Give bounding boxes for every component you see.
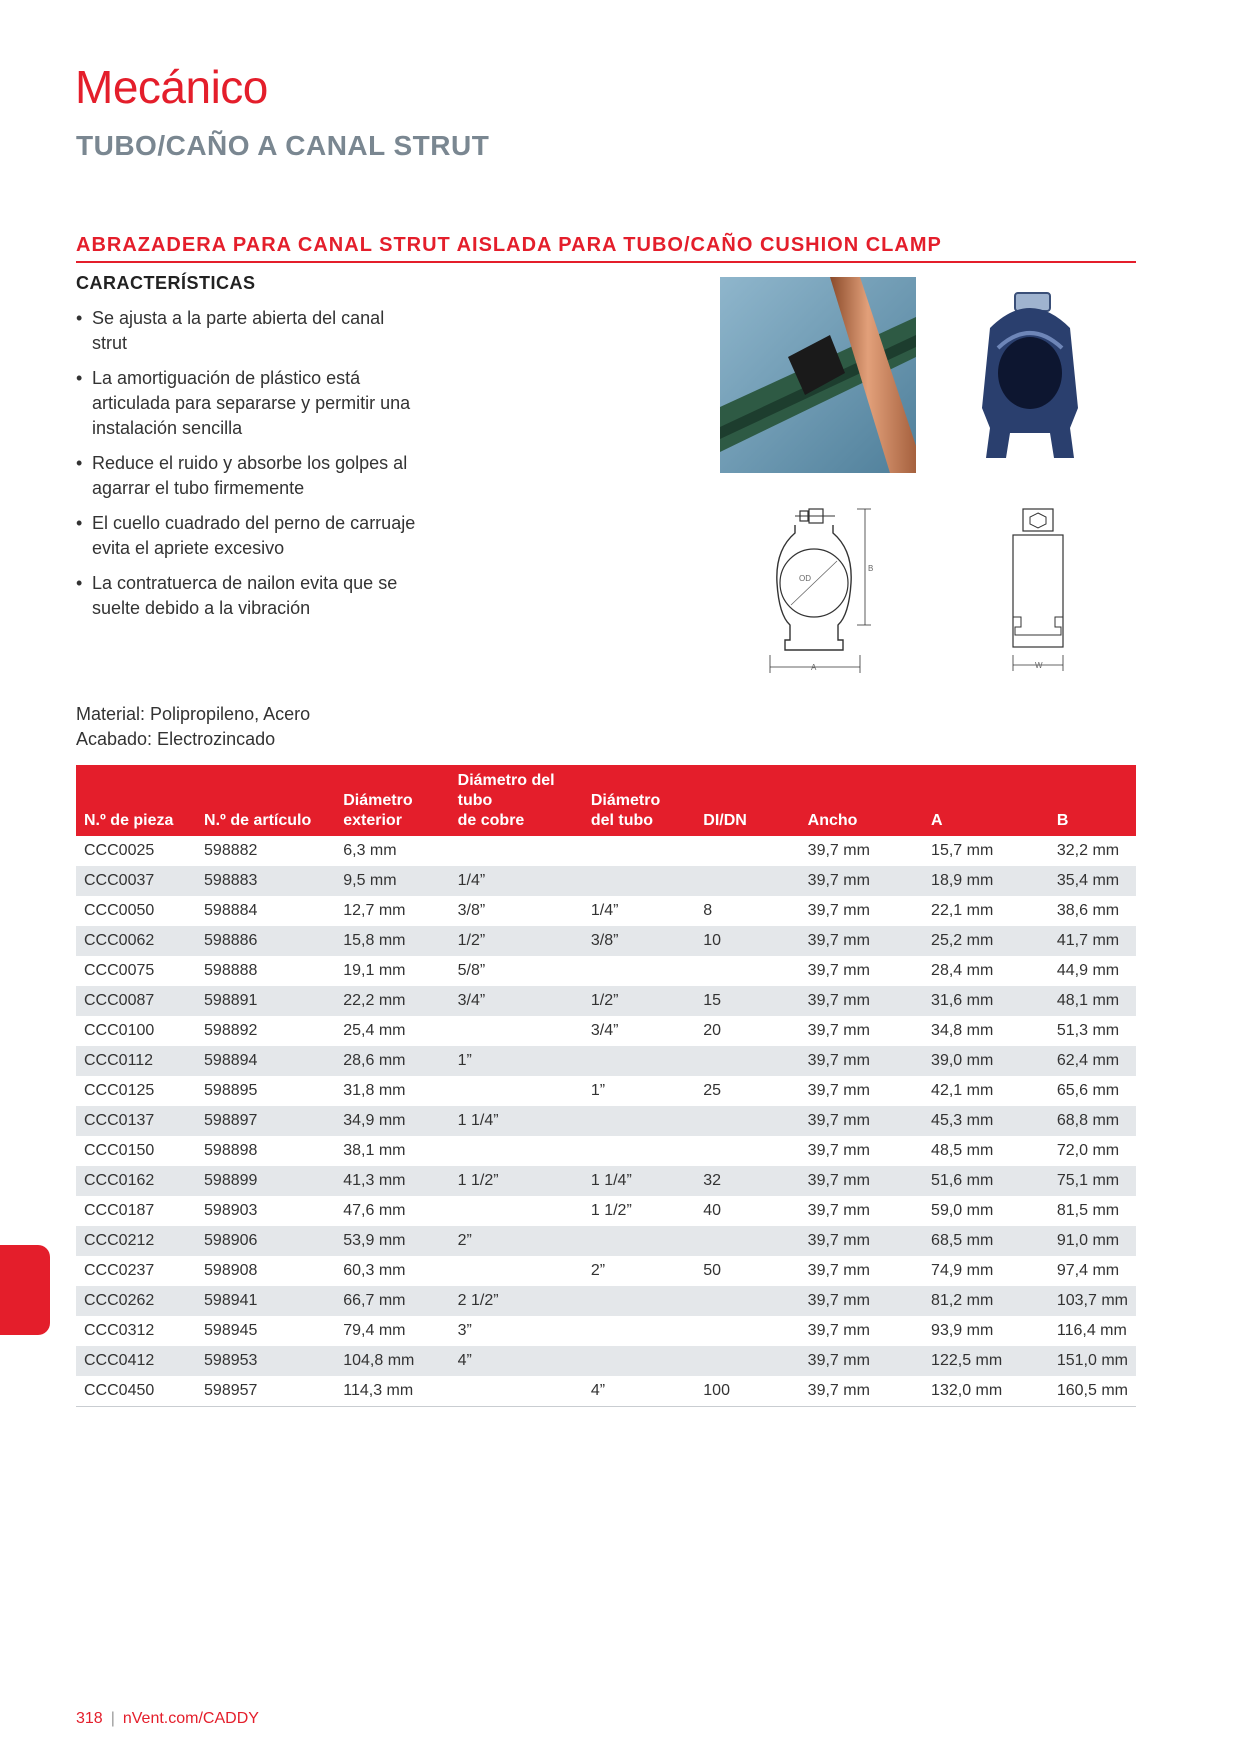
- table-cell: 51,6 mm: [923, 1166, 1049, 1196]
- table-cell: 598888: [204, 962, 258, 979]
- table-row: [76, 1376, 1136, 1407]
- table-cell: 598957: [196, 1376, 335, 1407]
- material-line: Material: Polipropileno, Acero: [76, 704, 311, 724]
- table-cell: CCC0037: [76, 866, 196, 896]
- table-cell: 100: [695, 1376, 799, 1407]
- bullet-icon: •: [76, 453, 83, 473]
- table-cell: 1 1/2”: [450, 1166, 583, 1196]
- feature-item: [76, 366, 416, 441]
- w-label: W: [1035, 661, 1043, 670]
- col-header-pipe-diameter: Diámetro del tubo: [583, 765, 695, 836]
- table-cell: 22,2 mm: [335, 986, 449, 1016]
- table-cell: [450, 836, 583, 866]
- table-cell: 59,0 mm: [931, 1202, 994, 1219]
- col-header-b: B: [1049, 765, 1136, 836]
- table-cell: CCC0075: [84, 962, 155, 979]
- table-cell: 44,9 mm: [1056, 962, 1120, 979]
- table-row: [76, 866, 1136, 896]
- table-cell: 32: [695, 1166, 799, 1196]
- col-header-di-dn: DI/DN: [695, 765, 799, 836]
- table-cell: 598894: [196, 1046, 335, 1076]
- table-cell: CCC0312: [84, 1322, 155, 1339]
- table-cell: 598892: [204, 1022, 258, 1039]
- table-cell: [450, 1076, 583, 1106]
- footer-website-link[interactable]: nVent.com/CADDY: [122, 1710, 259, 1727]
- section-title: ABRAZADERA PARA CANAL STRUT AISLADA PARA TUBO/CAÑO CUSHION CLAMP: [76, 234, 1136, 263]
- table-cell: 97,4 mm: [1056, 1262, 1120, 1279]
- feature-item: [76, 571, 416, 621]
- table-cell: 4”: [583, 1376, 695, 1407]
- side-view-drawing: [1003, 505, 1073, 675]
- front-view-drawing: [765, 505, 880, 675]
- table-cell: 598941: [196, 1286, 335, 1316]
- bullet-icon: •: [76, 308, 83, 328]
- feature-text: La contratuerca de nailon evita que se suelte debido a la vibración: [92, 573, 398, 618]
- table-cell: CCC0087: [76, 986, 196, 1016]
- table-cell: 160,5 mm: [1049, 1376, 1136, 1407]
- table-cell: 4”: [450, 1346, 583, 1376]
- table-cell: 1”: [450, 1046, 583, 1076]
- table-cell: 39,7 mm: [800, 1106, 923, 1136]
- table-cell: [583, 1286, 695, 1316]
- table-cell: 39,0 mm: [923, 1046, 1049, 1076]
- col-header-article-number: N.º de artículo: [196, 765, 335, 836]
- table-row: [76, 926, 1136, 956]
- page-subtitle: TUBO/CAÑO A CANAL STRUT: [76, 130, 490, 161]
- table-cell: 1/4”: [590, 902, 619, 919]
- table-cell: 39,7 mm: [800, 866, 923, 896]
- table-cell: 1 1/2”: [590, 1202, 632, 1219]
- table-row: [76, 1076, 1136, 1106]
- table-cell: 31,8 mm: [343, 1082, 406, 1099]
- table-cell: 39,7 mm: [800, 1346, 923, 1376]
- feature-text: Reduce el ruido y absorbe los golpes al agarrar el tubo firmemente: [92, 453, 408, 498]
- table-cell: 39,7 mm: [807, 962, 870, 979]
- table-cell: [583, 1346, 695, 1376]
- table-cell: 75,1 mm: [1049, 1166, 1136, 1196]
- material-info: [76, 702, 310, 752]
- table-cell: 151,0 mm: [1049, 1346, 1136, 1376]
- table-cell: 41,7 mm: [1049, 926, 1136, 956]
- table-cell: CCC0187: [84, 1202, 155, 1219]
- table-cell: 68,5 mm: [923, 1226, 1049, 1256]
- table-cell: 25,4 mm: [343, 1022, 406, 1039]
- table-row: [76, 1256, 1136, 1286]
- table-cell: [450, 1196, 583, 1226]
- table-cell: 1”: [590, 1082, 606, 1099]
- col-header-outer-diameter: Diámetro exterior: [335, 765, 449, 836]
- table-cell: 32,2 mm: [1056, 842, 1120, 859]
- table-cell: 39,7 mm: [807, 1022, 870, 1039]
- table-cell: 104,8 mm: [335, 1346, 449, 1376]
- a-label: A: [811, 663, 817, 672]
- table-cell: 28,4 mm: [931, 962, 994, 979]
- table-cell: [695, 956, 799, 986]
- table-cell: 39,7 mm: [800, 1226, 923, 1256]
- table-cell: 39,7 mm: [800, 986, 923, 1016]
- table-cell: 3/8”: [583, 926, 695, 956]
- table-cell: 39,7 mm: [800, 926, 923, 956]
- table-cell: 39,7 mm: [800, 1046, 923, 1076]
- table-cell: 1 1/4”: [583, 1166, 695, 1196]
- table-cell: 39,7 mm: [807, 1262, 870, 1279]
- table-cell: 91,0 mm: [1049, 1226, 1136, 1256]
- table-cell: [695, 1316, 799, 1346]
- table-row: [76, 986, 1136, 1016]
- col-header-copper-tube-diameter: Diámetro del tubo de cobre: [450, 765, 583, 836]
- table-row: [76, 1226, 1136, 1256]
- table-row: [76, 1286, 1136, 1316]
- table-cell: 598882: [204, 842, 258, 859]
- table-row: [76, 1106, 1136, 1136]
- table-cell: 3/8”: [457, 902, 486, 919]
- table-cell: 39,7 mm: [800, 1286, 923, 1316]
- col-header-part-number: N.º de pieza: [76, 765, 196, 836]
- table-cell: CCC0100: [84, 1022, 155, 1039]
- table-cell: 3/4”: [450, 986, 583, 1016]
- table-cell: 3”: [457, 1322, 472, 1339]
- spec-table: [76, 765, 1136, 1407]
- table-cell: 10: [695, 926, 799, 956]
- table-cell: 15,8 mm: [335, 926, 449, 956]
- table-cell: 598903: [204, 1202, 258, 1219]
- table-cell: 34,9 mm: [335, 1106, 449, 1136]
- installation-photo: [720, 277, 916, 473]
- table-cell: [695, 1286, 799, 1316]
- table-cell: 39,7 mm: [807, 1322, 870, 1339]
- table-cell: 62,4 mm: [1049, 1046, 1136, 1076]
- features-list: [76, 306, 416, 631]
- page-number: 318: [76, 1710, 103, 1727]
- table-cell: CCC0162: [76, 1166, 196, 1196]
- table-cell: 25: [703, 1082, 722, 1099]
- table-cell: 598906: [196, 1226, 335, 1256]
- features-heading: CARACTERÍSTICAS: [76, 273, 256, 293]
- table-cell: [583, 1226, 695, 1256]
- table-cell: 598883: [196, 866, 335, 896]
- table-cell: 38,6 mm: [1056, 902, 1120, 919]
- table-row: [76, 1016, 1136, 1046]
- table-cell: 598895: [204, 1082, 258, 1099]
- bullet-icon: •: [76, 513, 83, 533]
- table-cell: 114,3 mm: [335, 1376, 449, 1407]
- bullet-icon: •: [76, 368, 83, 388]
- table-cell: 598899: [196, 1166, 335, 1196]
- table-cell: 51,3 mm: [1056, 1022, 1120, 1039]
- table-cell: [583, 1046, 695, 1076]
- bullet-icon: •: [76, 573, 83, 593]
- table-cell: 81,2 mm: [923, 1286, 1049, 1316]
- table-cell: 38,1 mm: [343, 1142, 406, 1159]
- table-cell: 2 1/2”: [450, 1286, 583, 1316]
- feature-item: [76, 451, 416, 501]
- table-cell: 598897: [196, 1106, 335, 1136]
- table-cell: 3/4”: [590, 1022, 619, 1039]
- table-cell: [583, 866, 695, 896]
- table-cell: CCC0450: [76, 1376, 196, 1407]
- table-cell: 2”: [450, 1226, 583, 1256]
- table-cell: 39,7 mm: [807, 902, 870, 919]
- table-cell: 31,6 mm: [923, 986, 1049, 1016]
- table-cell: 598898: [204, 1142, 258, 1159]
- table-cell: 8: [703, 902, 713, 919]
- table-cell: 22,1 mm: [931, 902, 994, 919]
- b-label: B: [868, 564, 874, 573]
- table-cell: 15: [695, 986, 799, 1016]
- table-cell: 41,3 mm: [335, 1166, 449, 1196]
- table-cell: [695, 1136, 799, 1166]
- table-cell: 1/2”: [450, 926, 583, 956]
- table-row: [76, 1346, 1136, 1376]
- table-cell: 598908: [204, 1262, 258, 1279]
- table-cell: 12,7 mm: [343, 902, 406, 919]
- table-cell: [695, 836, 799, 866]
- table-cell: [583, 956, 695, 986]
- section-side-tab: [0, 1245, 50, 1335]
- table-cell: 1/4”: [450, 866, 583, 896]
- table-cell: 66,7 mm: [335, 1286, 449, 1316]
- od-label: OD: [799, 574, 811, 583]
- table-cell: 34,8 mm: [931, 1022, 994, 1039]
- table-cell: CCC0050: [84, 902, 155, 919]
- table-cell: 45,3 mm: [923, 1106, 1049, 1136]
- table-cell: 60,3 mm: [343, 1262, 406, 1279]
- table-cell: [695, 1046, 799, 1076]
- table-cell: 93,9 mm: [931, 1322, 994, 1339]
- table-cell: CCC0062: [76, 926, 196, 956]
- table-cell: 132,0 mm: [923, 1376, 1049, 1407]
- table-cell: 5/8”: [457, 962, 486, 979]
- table-cell: 39,7 mm: [807, 1142, 870, 1159]
- table-cell: 74,9 mm: [931, 1262, 994, 1279]
- feature-text: Se ajusta a la parte abierta del canal strut: [92, 308, 385, 353]
- footer: [76, 1710, 259, 1728]
- table-cell: 40: [703, 1202, 722, 1219]
- table-cell: [450, 1376, 583, 1407]
- table-cell: [583, 836, 695, 866]
- table-row: [76, 896, 1136, 926]
- table-cell: 6,3 mm: [343, 842, 397, 859]
- table-cell: 598953: [196, 1346, 335, 1376]
- table-row: [76, 836, 1136, 866]
- table-cell: 116,4 mm: [1056, 1322, 1127, 1339]
- table-cell: 48,5 mm: [931, 1142, 994, 1159]
- table-cell: 35,4 mm: [1049, 866, 1136, 896]
- table-cell: [695, 1106, 799, 1136]
- table-cell: [450, 1256, 583, 1286]
- table-cell: 50: [703, 1262, 722, 1279]
- table-cell: 598891: [196, 986, 335, 1016]
- table-header-row: [76, 765, 1136, 836]
- table-cell: 68,8 mm: [1049, 1106, 1136, 1136]
- col-header-width: Ancho: [800, 765, 923, 836]
- table-cell: [450, 1136, 583, 1166]
- table-cell: 39,7 mm: [807, 1082, 870, 1099]
- table-cell: [583, 1316, 695, 1346]
- table-cell: 1/2”: [583, 986, 695, 1016]
- table-cell: 39,7 mm: [807, 1202, 870, 1219]
- table-cell: 25,2 mm: [923, 926, 1049, 956]
- table-cell: 53,9 mm: [335, 1226, 449, 1256]
- table-cell: 598886: [196, 926, 335, 956]
- table-cell: 47,6 mm: [343, 1202, 406, 1219]
- table-cell: 28,6 mm: [335, 1046, 449, 1076]
- table-cell: 18,9 mm: [923, 866, 1049, 896]
- table-cell: 42,1 mm: [931, 1082, 994, 1099]
- table-cell: 72,0 mm: [1056, 1142, 1120, 1159]
- table-cell: 20: [703, 1022, 722, 1039]
- table-cell: 19,1 mm: [343, 962, 406, 979]
- table-row: [76, 1046, 1136, 1076]
- table-cell: [695, 1226, 799, 1256]
- table-cell: 9,5 mm: [335, 866, 449, 896]
- table-cell: [695, 1346, 799, 1376]
- table-cell: 48,1 mm: [1049, 986, 1136, 1016]
- table-cell: [583, 1106, 695, 1136]
- table-cell: CCC0025: [84, 842, 155, 859]
- table-cell: 39,7 mm: [800, 1376, 923, 1407]
- feature-item: [76, 511, 416, 561]
- table-cell: CCC0112: [76, 1046, 196, 1076]
- col-header-a: A: [923, 765, 1049, 836]
- table-cell: [695, 866, 799, 896]
- table-cell: 122,5 mm: [923, 1346, 1049, 1376]
- table-row: [76, 1136, 1136, 1166]
- table-cell: CCC0237: [84, 1262, 155, 1279]
- table-cell: 81,5 mm: [1056, 1202, 1120, 1219]
- table-cell: CCC0412: [76, 1346, 196, 1376]
- table-cell: [450, 1016, 583, 1046]
- finish-line: Acabado: Electrozincado: [76, 729, 276, 749]
- table-cell: 15,7 mm: [931, 842, 994, 859]
- table-row: [76, 1166, 1136, 1196]
- table-cell: 39,7 mm: [807, 842, 870, 859]
- table-cell: CCC0212: [76, 1226, 196, 1256]
- table-cell: 39,7 mm: [800, 1166, 923, 1196]
- feature-text: El cuello cuadrado del perno de carruaje evita el apriete excesivo: [92, 513, 416, 558]
- table-cell: 598945: [204, 1322, 258, 1339]
- feature-text: La amortiguación de plástico está articulada para separarse y permitir una instalación sencilla: [92, 368, 411, 438]
- page-title: Mecánico: [75, 61, 268, 113]
- table-cell: CCC0262: [76, 1286, 196, 1316]
- feature-item: [76, 306, 416, 356]
- table-cell: [583, 1136, 695, 1166]
- table-cell: 79,4 mm: [343, 1322, 406, 1339]
- table-row: [76, 1316, 1136, 1346]
- table-cell: 103,7 mm: [1049, 1286, 1136, 1316]
- footer-separator: |: [110, 1710, 115, 1727]
- table-row: [76, 1196, 1136, 1226]
- table-cell: CCC0150: [84, 1142, 155, 1159]
- table-cell: 1 1/4”: [450, 1106, 583, 1136]
- table-row: [76, 956, 1136, 986]
- table-cell: 2”: [590, 1262, 606, 1279]
- table-cell: CCC0137: [76, 1106, 196, 1136]
- cushion-clamp-image: [970, 288, 1090, 463]
- table-cell: 598884: [204, 902, 258, 919]
- table-cell: 65,6 mm: [1056, 1082, 1120, 1099]
- table-cell: CCC0125: [84, 1082, 155, 1099]
